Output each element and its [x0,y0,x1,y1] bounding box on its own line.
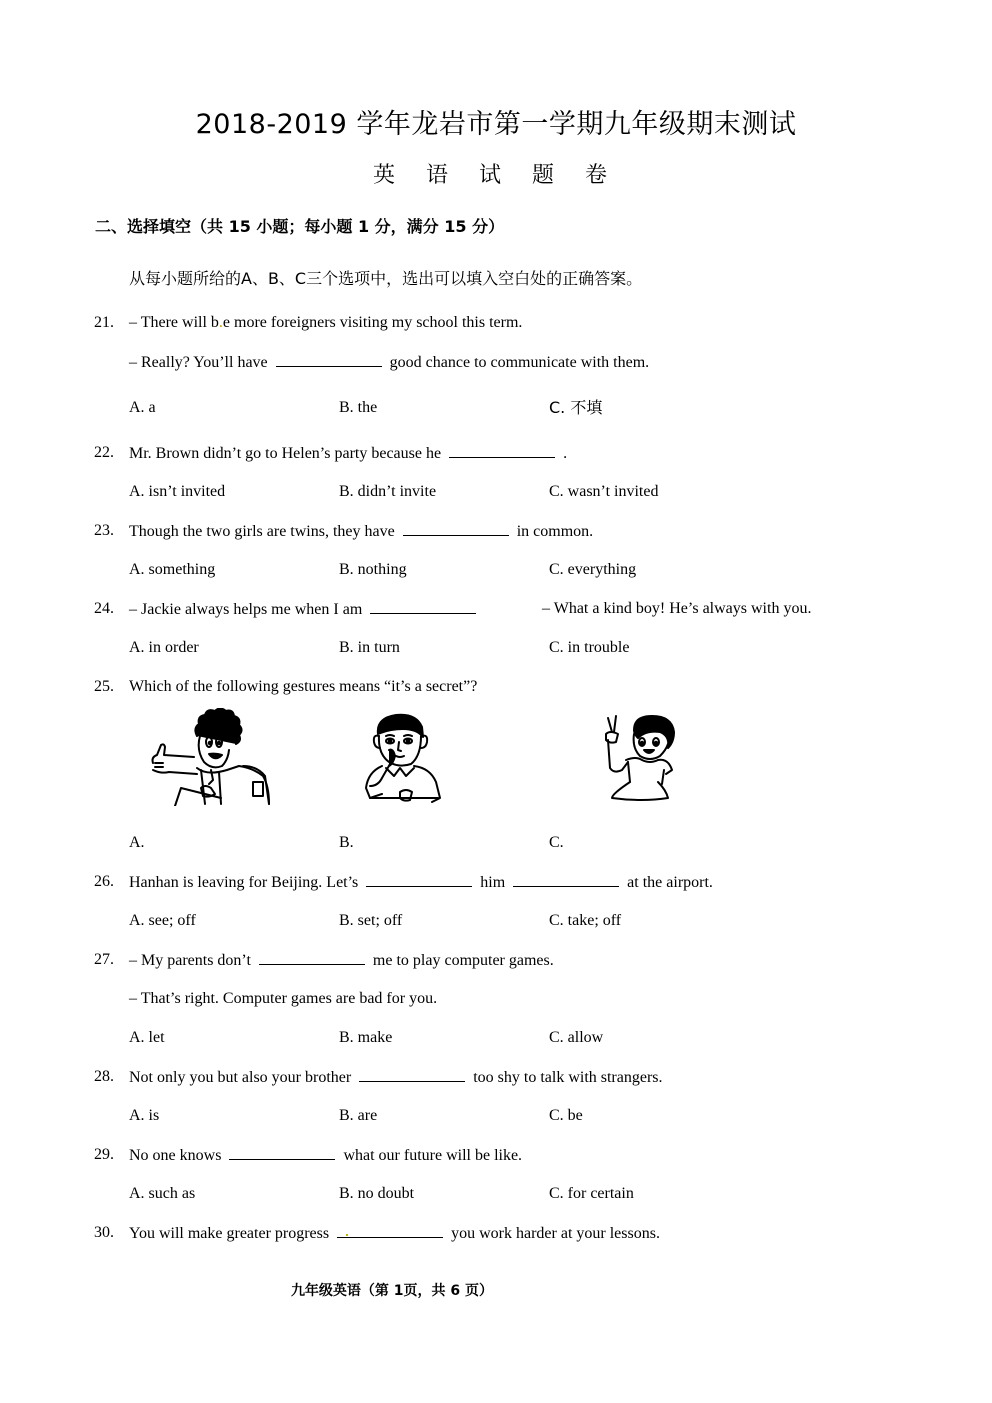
option-a[interactable]: A. see; off [129,912,196,929]
question-text-part: me to play computer games. [372,952,554,969]
answer-blank[interactable] [513,872,619,887]
page-footer: 九年级英语（第 1页，共 6 页） [290,1283,494,1299]
question-text [129,1067,663,1088]
answer-blank[interactable] [449,443,555,458]
option-c[interactable]: C. everything [549,561,637,578]
option-b[interactable]: B. didn’t invite [339,483,437,500]
question-text [129,313,522,333]
option-b[interactable]: B. make [339,1029,393,1046]
option-c[interactable]: C. wasn’t invited [549,483,659,500]
option-a[interactable]: A. something [129,561,216,578]
question-text-part: him [480,874,506,891]
option-a[interactable]: A. isn’t invited [129,483,226,500]
question-text-part: – Really? You’ll have [129,354,268,371]
page-title: 2018-2019 学年龙岩市第一学期九年级期末测试 [195,109,797,140]
question-number: 29. [94,1146,114,1163]
question-number: 28. [94,1068,114,1085]
finger-on-lips-boy-illustration [362,712,446,804]
question-text-part: too shy to talk with strangers. [473,1069,663,1086]
option-a[interactable]: A. let [129,1029,165,1046]
question-text [129,950,554,971]
option-b[interactable]: B. no doubt [339,1185,415,1202]
question-text-part: Mr. Brown didn’t go to Helen’s party because he [129,445,442,462]
answer-blank[interactable] [276,352,382,367]
option-c[interactable]: C. [549,834,564,851]
question-number: 22. [94,444,114,461]
question-text-part: Hanhan is leaving for Beijing. Let’s [129,874,359,891]
option-a[interactable]: A. such as [129,1185,196,1202]
victory-sign-girl-illustration [602,714,682,802]
option-a[interactable]: A. a [129,399,156,416]
page-subtitle: 英 语 试 题 卷 [373,163,619,188]
option-c[interactable]: C. take; off [549,912,622,929]
section-heading: 二、选择填空（共 15 小题；每小题 1 分，满分 15 分） [95,217,505,236]
option-c[interactable]: C. 不填 [549,398,603,417]
question-number: 21. [94,314,114,331]
question-text-part: what our future will be like. [343,1147,523,1164]
option-c[interactable]: C. allow [549,1029,604,1046]
answer-blank[interactable] [403,521,509,536]
option-b[interactable]: B. are [339,1107,378,1124]
question-number: 25. [94,678,114,695]
question-text-part: at the airport. [627,874,713,891]
question-text [129,352,649,373]
question-text: Which of the following gestures means “it’s a secret”? [129,678,478,695]
question-text [129,1223,660,1244]
question-text-part: e more foreigners visiting my school this term. [222,314,523,331]
question-text-part: No one knows [129,1147,222,1164]
question-text-part: Though the two girls are twins, they have [129,523,395,540]
question-number: 24. [94,600,114,617]
option-b[interactable]: B. in turn [339,639,400,656]
question-text [129,872,713,893]
option-b[interactable]: B. [339,834,354,851]
stray-dot [346,1234,348,1236]
option-c[interactable]: C. in trouble [549,639,630,656]
option-a[interactable]: A. in order [129,639,199,656]
stray-dot: . [218,314,223,331]
question-number: 23. [94,522,114,539]
question-text-part: – My parents don’t [129,952,251,969]
option-b[interactable]: B. the [339,399,378,416]
question-text-part: Not only you but also your brother [129,1069,352,1086]
question-response: – What a kind boy! He’s always with you. [542,600,812,617]
question-text-part: – Jackie always helps me when I am [129,601,363,618]
question-text [129,1145,522,1166]
option-c[interactable]: C. be [549,1107,583,1124]
answer-blank[interactable] [259,950,365,965]
question-response: – That’s right. Computer games are bad for you. [129,990,438,1007]
question-number: 30. [94,1224,114,1241]
option-a[interactable]: A. is [129,1107,160,1124]
answer-blank[interactable] [337,1223,443,1238]
section-instruction: 从每小题所给的A、B、C三个选项中，选出可以填入空白处的正确答案。 [129,269,643,288]
question-text [129,443,567,464]
question-text-part: in common. [516,523,594,540]
question-text-part: good chance to communicate with them. [389,354,650,371]
answer-blank[interactable] [370,599,476,614]
question-text-part: – There will b [129,314,219,331]
question-text [129,599,484,620]
answer-blank[interactable] [359,1067,465,1082]
answer-blank[interactable] [229,1145,335,1160]
question-text [129,521,593,542]
question-number: 26. [94,873,114,890]
option-c[interactable]: C. for certain [549,1185,634,1202]
question-text-part: . [563,445,568,462]
option-a[interactable]: A. [129,834,145,851]
question-number: 27. [94,951,114,968]
question-text-part: you work harder at your lessons. [451,1225,660,1242]
option-b[interactable]: B. nothing [339,561,407,578]
answer-blank[interactable] [366,872,472,887]
question-text-part: You will make greater progress [129,1225,330,1242]
thumbs-up-boy-illustration [145,708,280,806]
option-b[interactable]: B. set; off [339,912,403,929]
